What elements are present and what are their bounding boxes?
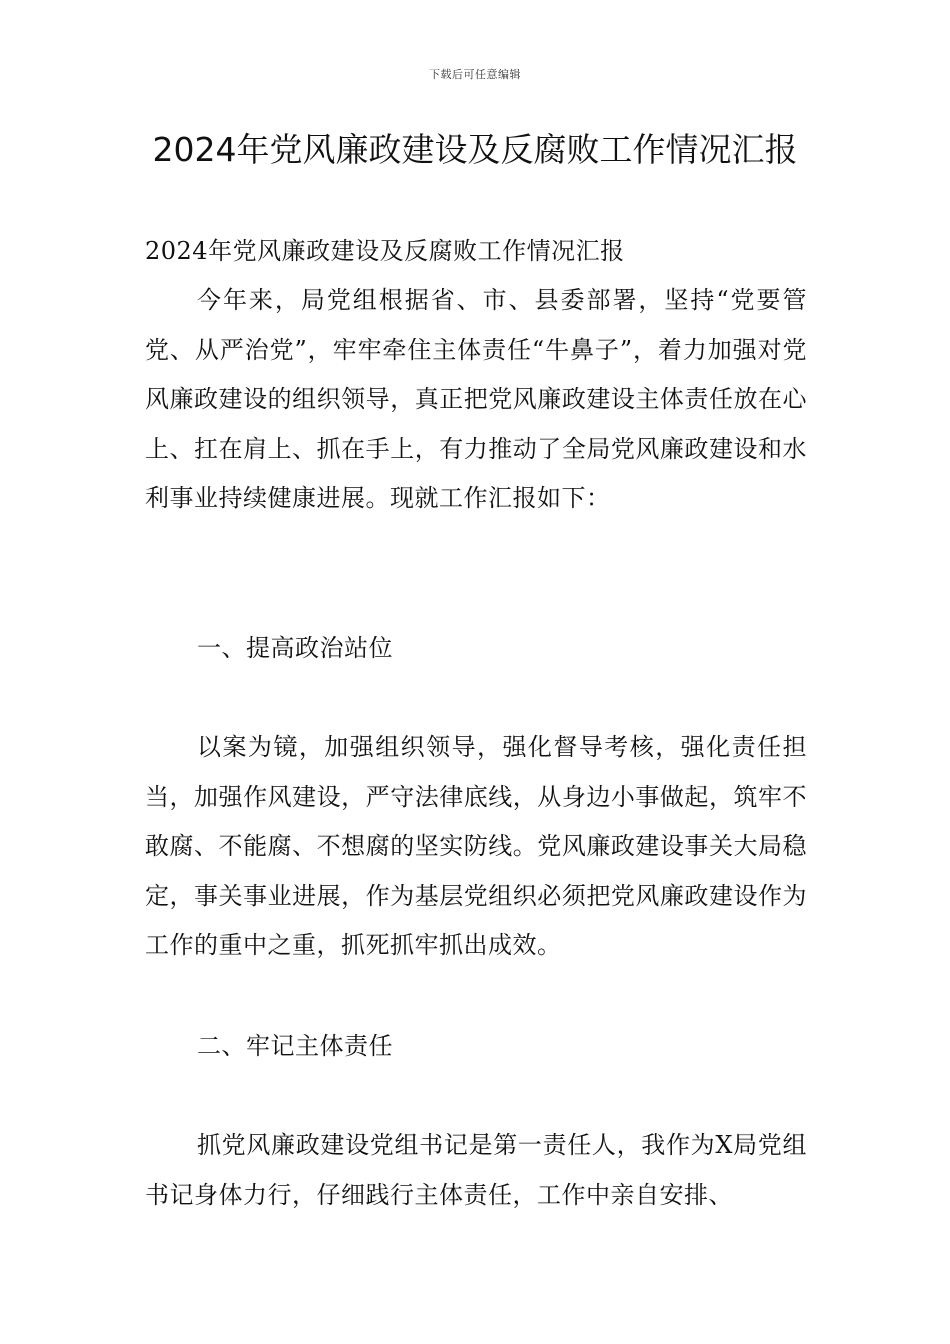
section-2-paragraph: 抓党风廉政建设党组书记是第一责任人，我作为X局党组书记身体力行，仔细践行主体责任，工作中亲自安排、 — [145, 1131, 807, 1209]
section-1-heading: 一、提高政治站位 — [197, 634, 393, 662]
section-2-heading: 二、牢记主体责任 — [197, 1032, 393, 1060]
header-note: 下载后可任意编辑 — [429, 68, 521, 81]
document-title: 2024年党风廉政建设及反腐败工作情况汇报 — [152, 130, 798, 169]
section-1-paragraph: 以案为镜，加强组织领导，强化督导考核，强化责任担当，加强作风建设，严守法律底线，从身边小事做起，筑牢不敢腐、不能腐、不想腐的坚实防线。党风廉政建设事关大局稳定，事关事业进展，作为基层党组织必须把党风廉政建设作为工作的重中之重，抓死抓牢抓出成效。 — [145, 733, 807, 959]
intro-paragraph: 今年来，局党组根据省、市、县委部署，坚持“党要管党、从严治党”，牢牢牵住主体责任“牛鼻子”，着力加强对党风廉政建设的组织领导，真正把党风廉政建设主体责任放在心上、扛在肩上、抓在手上，有力推动了全局党风廉政建设和水利事业持续健康进展。现就工作汇报如下： — [145, 286, 807, 512]
document-subtitle: 2024年党风廉政建设及反腐败工作情况汇报 — [145, 237, 625, 265]
